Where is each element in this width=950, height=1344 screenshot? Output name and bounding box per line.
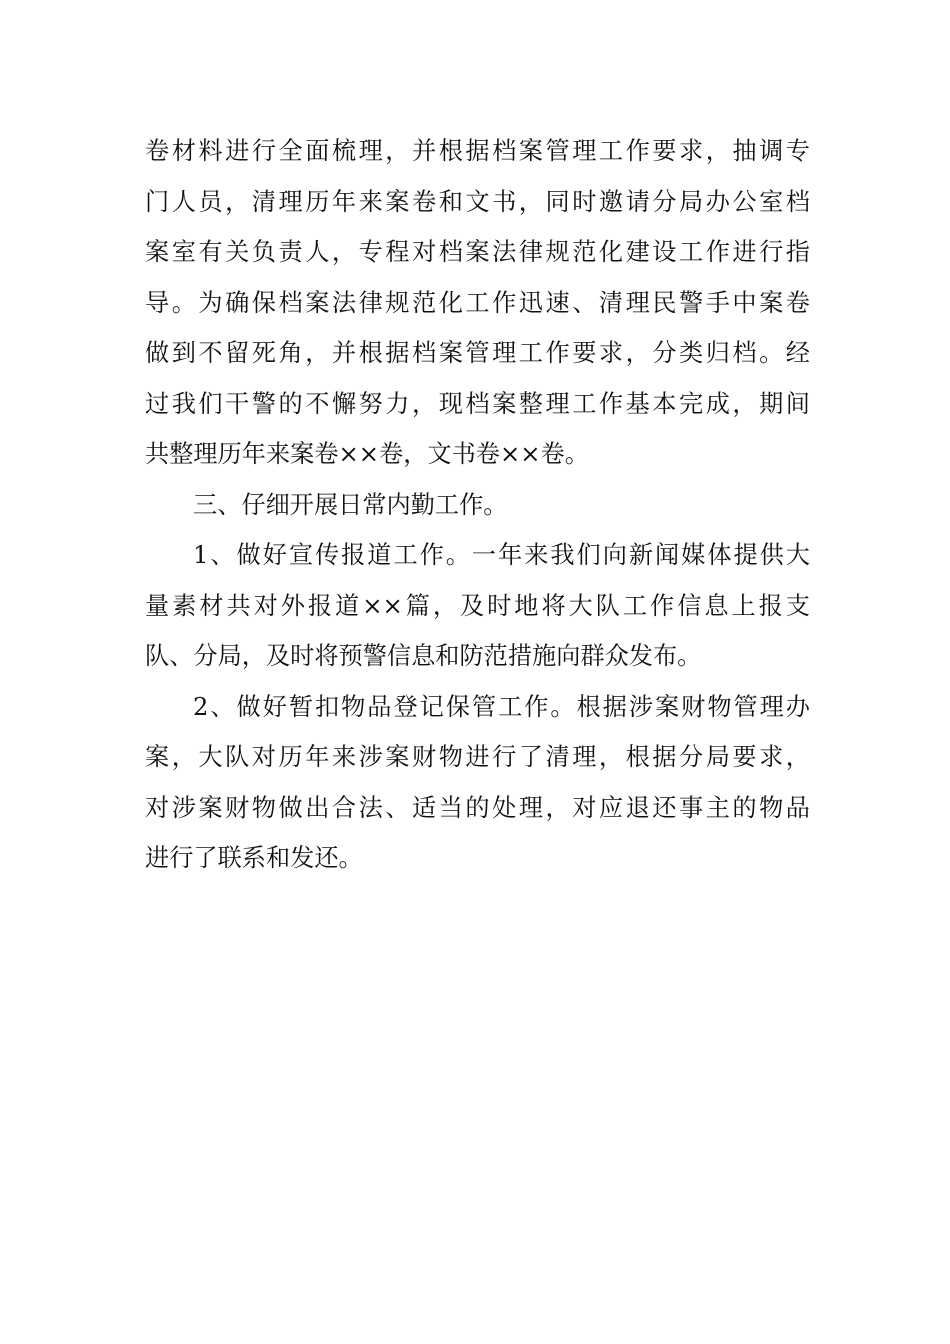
text-line: 2、做好暂扣物品登记保管工作。根据涉案财物管理办	[193, 692, 810, 721]
text-line: 对涉案财物做出合法、适当的处理，对应退还事主的物品	[145, 793, 810, 822]
text-line: 进行了联系和发还。	[145, 844, 363, 872]
text-line: 做到不留死角，并根据档案管理工作要求，分类归档。经	[145, 339, 810, 367]
text-line: 共整理历年来案卷××卷，文书卷××卷。	[145, 440, 589, 468]
text-line: 队、分局，及时将预警信息和防范措施向群众发布。	[145, 642, 702, 670]
text-line: 导。为确保档案法律规范化工作迅速、清理民警手中案卷	[145, 288, 810, 317]
section-heading: 三、仔细开展日常内勤工作。	[193, 490, 508, 519]
text-line: 卷材料进行全面梳理，并根据档案管理工作要求，抽调专	[145, 137, 810, 165]
document-body	[145, 126, 810, 884]
text-line: 案室有关负责人，专程对档案法律规范化建设工作进行指	[145, 238, 810, 266]
text-line: 过我们干警的不懈努力，现档案整理工作基本完成，期间	[145, 389, 810, 418]
text-line: 门人员，清理历年来案卷和文书，同时邀请分局办公室档	[145, 187, 810, 216]
text-line: 量素材共对外报道××篇，及时地将大队工作信息上报支	[145, 591, 810, 620]
text-line: 1、做好宣传报道工作。一年来我们向新闻媒体提供大	[193, 541, 810, 569]
text-line: 案，大队对历年来涉案财物进行了清理，根据分局要求，	[145, 743, 810, 771]
